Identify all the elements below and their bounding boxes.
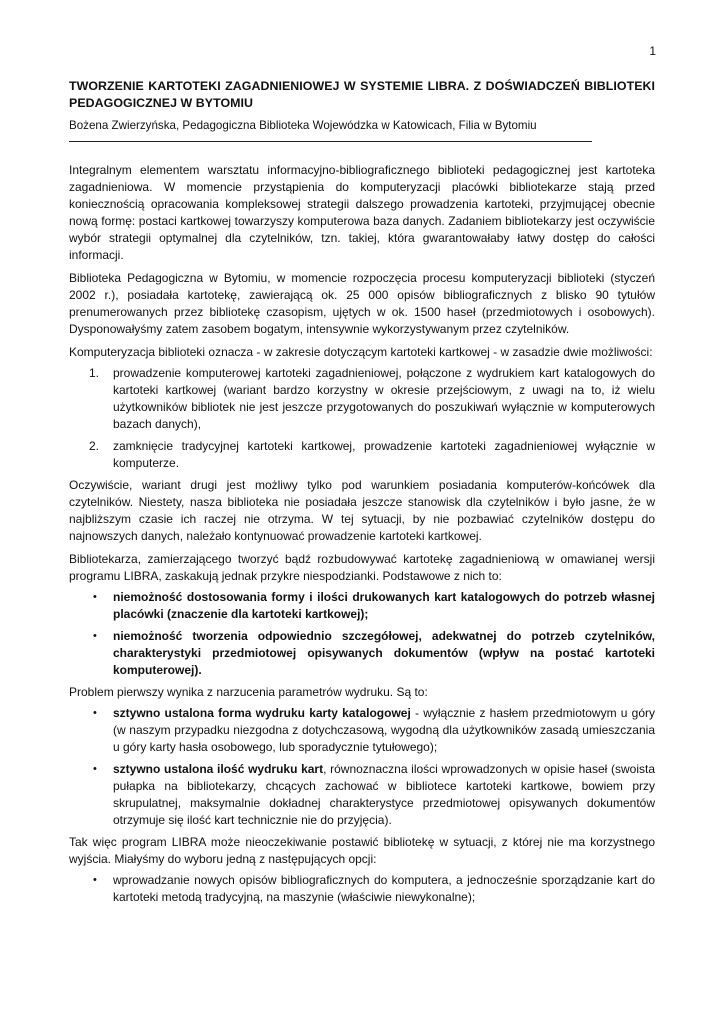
list-item <box>69 589 655 623</box>
list-item <box>69 365 655 433</box>
paragraph-2: Biblioteka Pedagogiczna w Bytomiu, w momencie rozpoczęcia procesu komputeryzacji biblioteki (styczeń 2002 r.), posiadała kartotekę, zawierającą ok. 25 000 opisów bibliograficznych z blisko 90 tytułów prenumerowanych przez bibliotekę czasopism, ujętych w ok. 1500 haseł (przedmiotowych i osobowych). Dysponowałyśmy zatem zasobem bogatym, intensywnie wykorzystywanym przez czytelników. <box>69 271 655 336</box>
list-number: 1. <box>89 366 100 380</box>
author-line: Bożena Zwierzyńska, Pedagogiczna Biblioteka Wojewódzka w Katowicach, Filia w Bytomiu <box>69 119 537 132</box>
bullet-icon: • <box>93 874 97 886</box>
paragraph-4: Oczywiście, wariant drugi jest możliwy tylko pod warunkiem posiadania komputerów-końcówek dla czytelników. Niestety, nasza biblioteka nie posiadała jeszcze stanowisk dla czytelników i było jasne, że w najbliższym czasie ich raczej nie otrzyma. W tej sytuacji, by nie pozbawiać czytelników dostępu do najnowszych danych, należało kontynuować prowadzenie kartoteki kartkowej. <box>69 478 655 543</box>
list-item-text: zamknięcie tradycyjnej kartoteki kartkowej, prowadzenie kartoteki zagadnieniowej wyłącznie w komputerze. <box>113 439 655 470</box>
list-item-bold-lead: sztywno ustalona ilość wydruku kart <box>113 762 324 776</box>
list-item-text: prowadzenie komputerowej kartoteki zagadnieniowej, połączone z wydrukiem kart katalogowych do kartoteki kartkowej (wariant bardzo korzystny w okresie przejściowym, z uwagi na to, iż wielu użytkowników bibliotek nie jest jeszcze przygotowanych do poszukiwań wyłącznie w komputerowych bazach danych), <box>113 366 655 431</box>
paragraph-6: Problem pierwszy wynika z narzucenia parametrów wydruku. Są to: <box>69 685 428 699</box>
document-body <box>69 78 655 911</box>
paragraph-1: Integralnym elementem warsztatu informacyjno-bibliograficznego biblioteki pedagogicznej jest kartoteka zagadnieniowa. W momencie przystąpienia do komputeryzacji placówki bibliotekarze stają przed koniecznością opracowania kompleksowej strategii dalszego prowadzenia kartoteki, przyjmującej obecnie nową formę: postaci kartkowej towarzyszy komputerowa baza danych. Zadaniem bibliotekarzy jest oczywiście wybór strategii optymalnej dla czytelników, tzn. takiej, która gwarantowałaby łatwy dostęp do całości informacji. <box>69 163 655 262</box>
paragraph-7: Tak więc program LIBRA może nieoczekiwanie postawić bibliotekę w sytuacji, z której nie ma korzystnego wyjścia. Miałyśmy do wyboru jedną z następujących opcji: <box>69 835 655 866</box>
page-number: 1 <box>649 44 656 58</box>
bullet-icon: • <box>93 630 97 642</box>
bullet-list-problems <box>69 589 655 679</box>
list-item <box>69 872 655 906</box>
list-item-text: - wyłącznie z hasłem przedmiotowym u góry (w naszym przypadku niezgodna z dotychczasową, wygodną dla użytkowników zasadą umieszczania u góry karty hasła osobowego, lub sporadycznie tytułowego); <box>113 706 656 754</box>
list-item <box>69 705 655 756</box>
numbered-list <box>69 365 655 472</box>
bullet-icon: • <box>93 591 97 603</box>
list-item-text: niemożność dostosowania formy i ilości drukowanych kart katalogowych do potrzeb własnej placówki (znaczenie dla kartoteki kartkowej); <box>113 590 655 621</box>
list-number: 2. <box>89 439 100 453</box>
bullet-list-options <box>69 872 655 906</box>
list-item-text: niemożność tworzenia odpowiednio szczegółowej, adekwatnej do potrzeb czytelników, charakterystyki przedmiotowej opisywanych dokumentów (wpływ na postać kartoteki komputerowej). <box>113 629 655 677</box>
list-item-text: wprowadzanie nowych opisów bibliograficznych do komputera, a jednocześnie sporządzanie kart do kartoteki metodą tradycyjną, na maszynie (właściwie niewykonalne); <box>113 873 655 904</box>
list-item-text: , równoznaczna ilości wprowadzonych w opisie haseł (swoista pułapka na bibliotekarzy, chcących zachować w bibliotece kartoteki kartkowe, bowiem przy skrupulatnej, maksymalnie dokładnej charakterystyce przedmiotowej opisywanych dokumentów otrzymuje się ilość kart technicznie nie do przyjęcia). <box>113 762 656 827</box>
list-item <box>69 761 655 829</box>
bullet-icon: • <box>93 707 97 719</box>
bullet-list-parameters <box>69 705 655 829</box>
document-title: TWORZENIE KARTOTEKI ZAGADNIENIOWEJ W SYSTEMIE LIBRA. Z DOŚWIADCZEŃ BIBLIOTEKI PEDAGOGICZNEJ W BYTOMIU <box>69 79 655 110</box>
list-item <box>69 628 655 679</box>
title-divider <box>69 141 592 142</box>
bullet-icon: • <box>93 763 97 775</box>
list-item <box>69 438 655 472</box>
list-item-bold-lead: sztywno ustalona forma wydruku karty katalogowej <box>113 706 411 720</box>
paragraph-5: Bibliotekarza, zamierzającego tworzyć bądź rozbudowywać kartotekę zagadnieniową w omawianej wersji programu LIBRA, zaskakują jednak przykre niespodzianki. Podstawowe z nich to: <box>69 552 655 583</box>
paragraph-3: Komputeryzacja biblioteki oznacza - w zakresie dotyczącym kartoteki kartkowej - w zasadzie dwie możliwości: <box>69 345 653 359</box>
